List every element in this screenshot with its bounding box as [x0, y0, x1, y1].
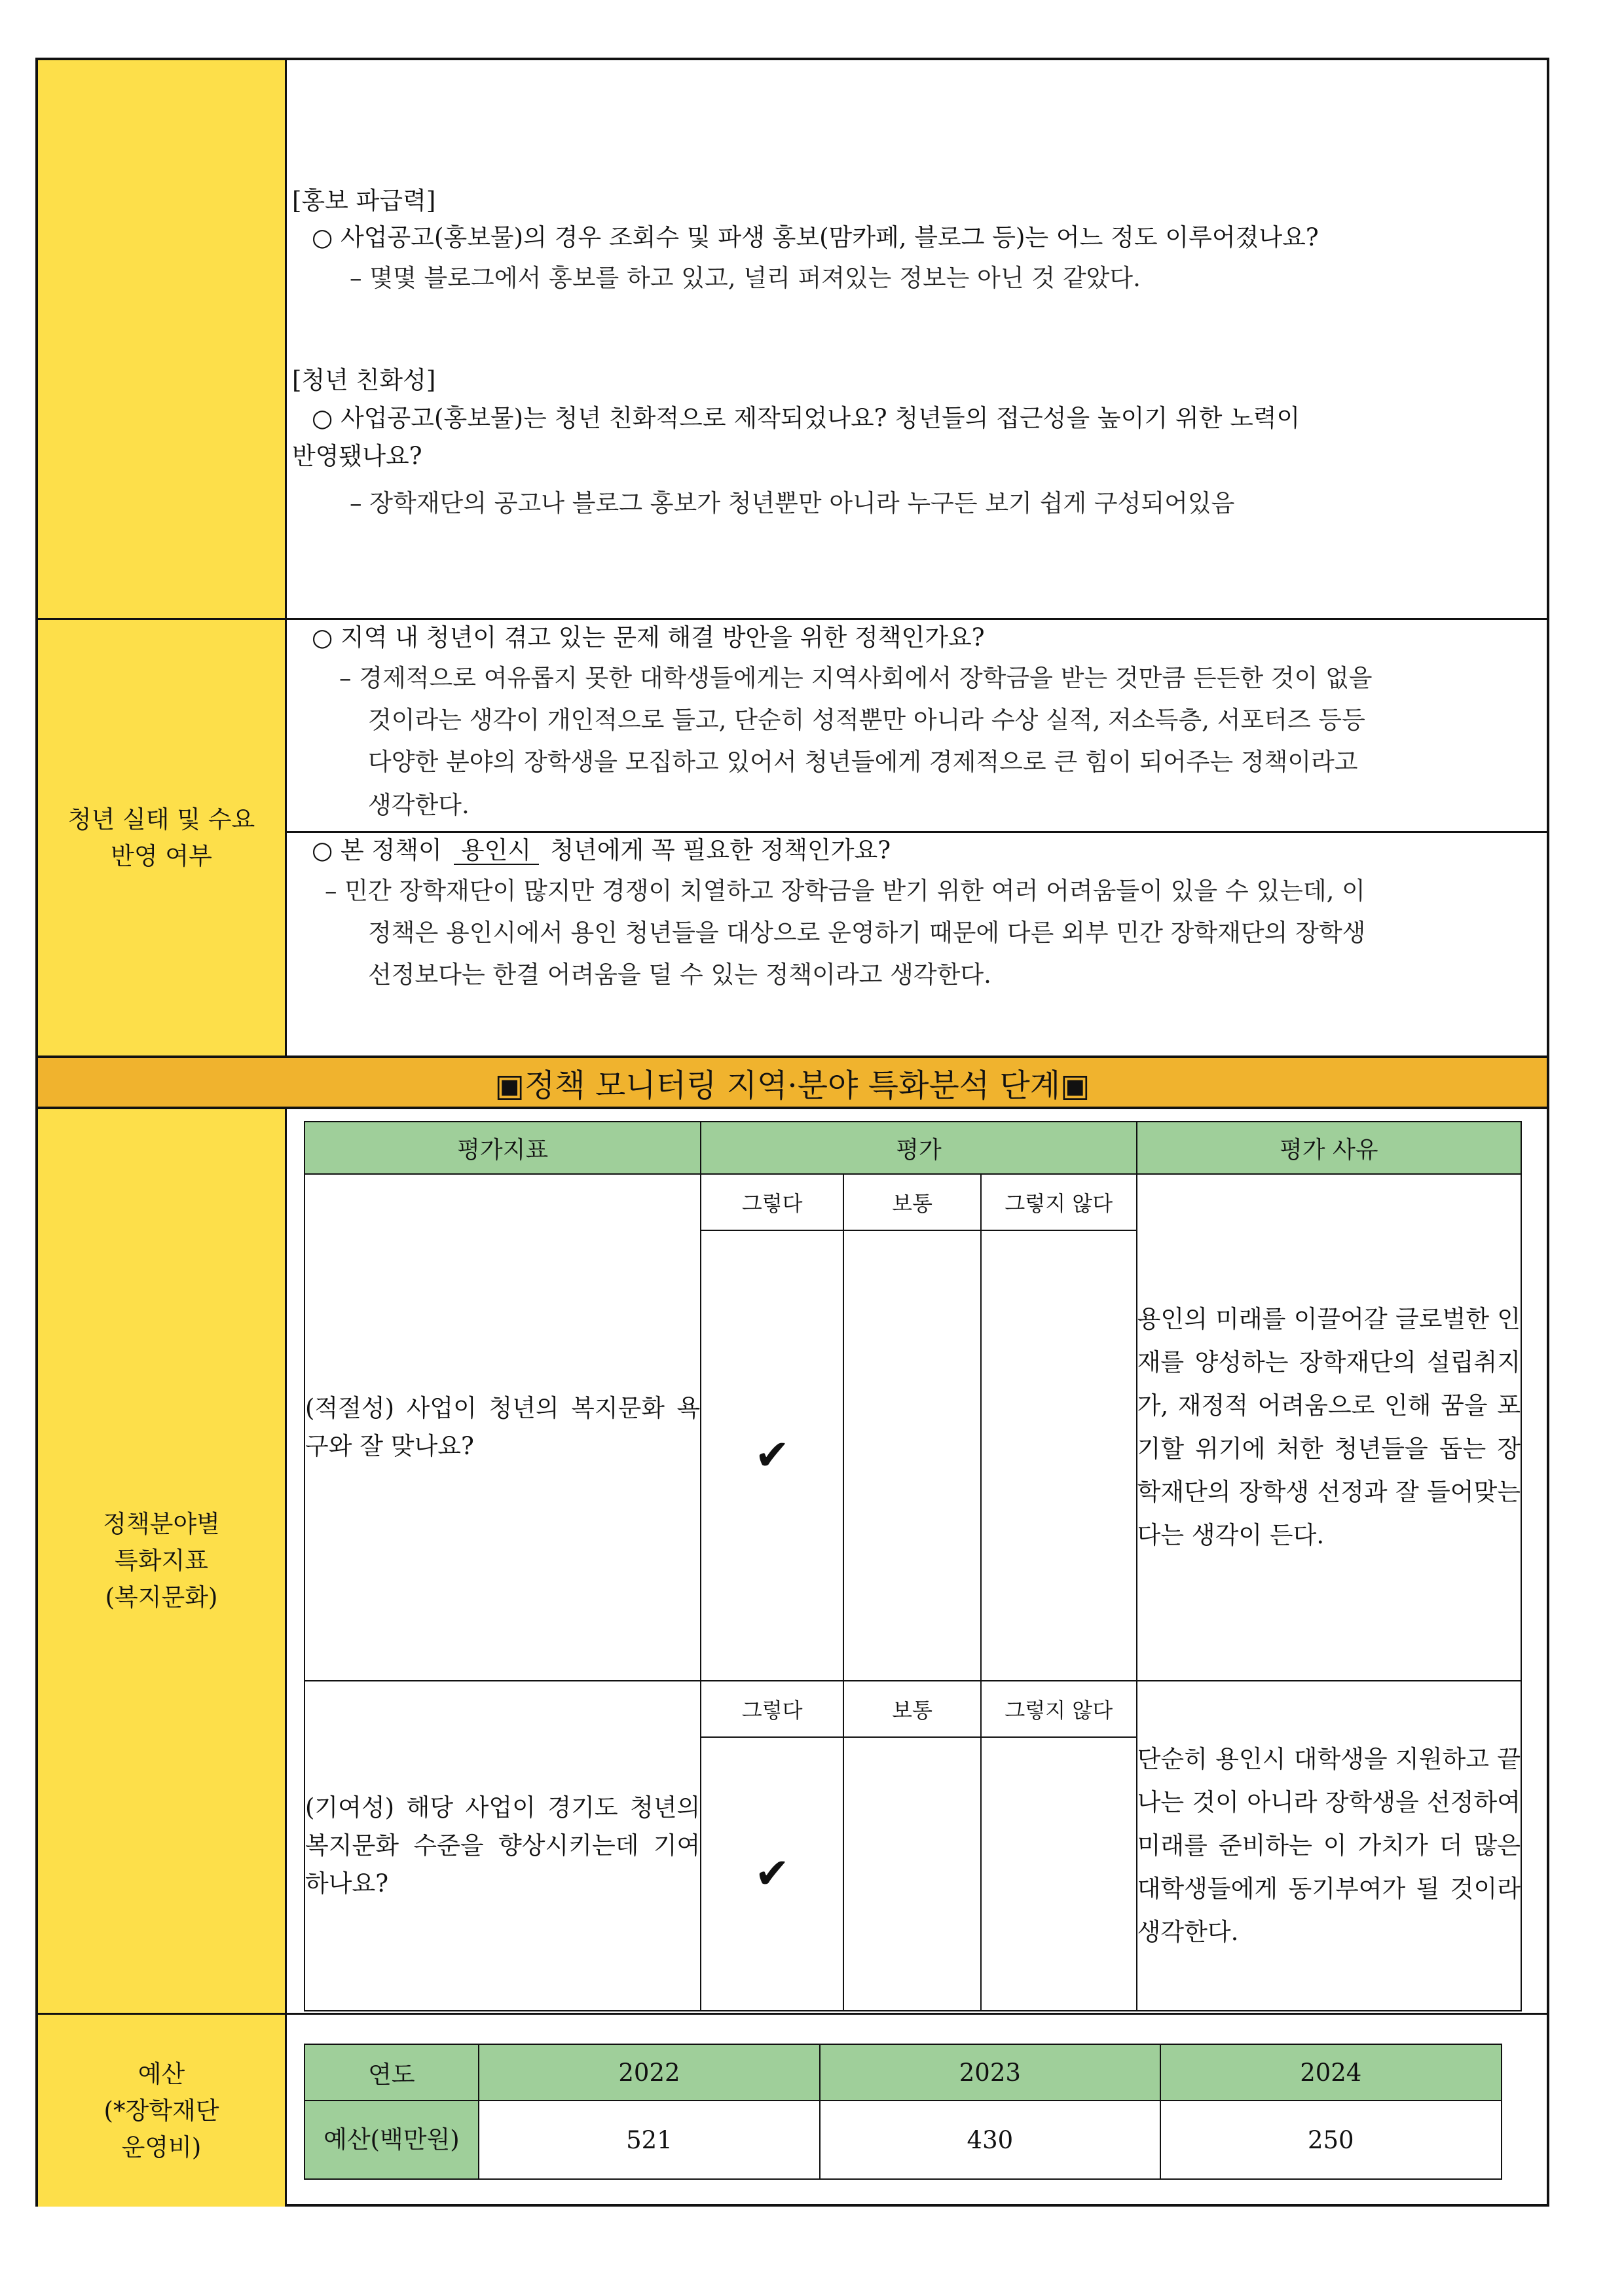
year-2023: 2023: [820, 2044, 1160, 2101]
youth-question-line1: ○ 사업공고(홍보물)는 청년 친화적으로 제작되었나요? 청년들의 접근성을 높이기 위한 노력이: [312, 404, 1301, 432]
specialized-label-line3: (복지문화): [105, 1583, 218, 1611]
q2-city: 용인시: [454, 837, 539, 865]
year-header: 연도: [304, 2044, 479, 2101]
document-frame: [35, 58, 1549, 2207]
option-no-2: 그렇지 않다: [981, 1681, 1137, 1737]
demand-answer-2-line3: 선정보다는 한결 어려움을 덜 수 있는 정책이라고 생각한다.: [368, 961, 991, 989]
budget-2024: 250: [1160, 2101, 1502, 2179]
demand-answer-1-line1: – 경제적으로 여유롭지 못한 대학생들에게는 지역사회에서 장학금을 받는 것만큼 든든한 것이 없을: [339, 664, 1373, 692]
demand-answer-1-line2: 것이라는 생각이 개인적으로 들고, 단순히 성적뿐만 아니라 수상 실적, 저소득층, 서포터즈 등등: [368, 706, 1365, 734]
indicator-cell-2: (기여성) 해당 사업이 경기도 청년의 복지문화 수준을 향상시키는데 기여하나요?: [304, 1681, 701, 2011]
budget-label-line1: 예산: [138, 2059, 185, 2088]
option-neutral-1: 보통: [843, 1174, 981, 1230]
promo-label-cell: [38, 60, 287, 618]
specialized-row: [38, 1109, 1547, 2013]
budget-label-cell: [38, 2015, 287, 2207]
budget-table: [304, 2044, 1502, 2180]
indicator-cell-1: (적절성) 사업이 청년의 복지문화 욕구와 잘 맞나요?: [304, 1174, 701, 1681]
indicator-header: 평가지표: [304, 1122, 701, 1174]
option-no-1: 그렇지 않다: [981, 1174, 1137, 1230]
option-neutral-2: 보통: [843, 1681, 981, 1737]
youth-title: [청년 친화성]: [292, 366, 436, 394]
promo-content: [287, 60, 1547, 618]
year-2022: 2022: [479, 2044, 820, 2101]
demand-label-line1: 청년 실태 및 수요: [67, 805, 255, 834]
budget-header: 예산(백만원): [304, 2101, 479, 2179]
demand-answer-2-line2: 정책은 용인시에서 용인 청년들을 대상으로 운영하기 때문에 다른 외부 민간 장학재단의 장학생: [368, 919, 1366, 947]
budget-row: [38, 2015, 1547, 2207]
section-title: ▣정책 모니터링 지역·분야 특화분석 단계▣: [38, 1056, 1547, 1109]
budget-label-line2: (*장학재단: [103, 2096, 219, 2125]
demand-label-line2: 반영 여부: [111, 841, 212, 870]
demand-label-cell: [38, 620, 287, 1056]
q2-prefix: ○ 본 정책이: [312, 836, 442, 864]
promo-row: [38, 60, 1547, 618]
check-neutral-1: [843, 1230, 981, 1681]
year-2024: 2024: [1160, 2044, 1502, 2101]
reason-cell-2: 단순히 용인시 대학생을 지원하고 끝나는 것이 아니라 장학생을 선정하여 미래를 준비하는 이 가치가 더 많은 대학생들에게 동기부여가 될 것이라 생각한다.: [1137, 1681, 1521, 2011]
check-no-1: [981, 1230, 1137, 1681]
q2-suffix: 청년에게 꼭 필요한 정책인가요?: [550, 836, 891, 864]
budget-2023: 430: [820, 2101, 1160, 2179]
reason-cell-1: 용인의 미래를 이끌어갈 글로벌한 인재를 양성하는 장학재단의 설립취지가, 재정적 어려움으로 인해 꿈을 포기할 위기에 처한 청년들을 돕는 장학재단의 장학생 선정과 잘 들어맞는다는 생각이 든다.: [1137, 1174, 1521, 1681]
evaluation-table: [304, 1121, 1522, 2011]
reach-answer: – 몇몇 블로그에서 홍보를 하고 있고, 널리 퍼져있는 정보는 아닌 것 같았다.: [350, 264, 1141, 292]
demand-answer-1-line4: 생각한다.: [368, 791, 470, 819]
evaluation-header: 평가: [701, 1122, 1136, 1174]
reach-question: ○ 사업공고(홍보물)의 경우 조회수 및 파생 홍보(맘카페, 블로그 등)는 어느 정도 이루어졌나요?: [312, 223, 1319, 251]
demand-answer-2-line1: – 민간 장학재단이 많지만 경쟁이 치열하고 장학금을 받기 위한 여러 어려움들이 있을 수 있는데, 이: [325, 877, 1365, 905]
specialized-label-line2: 특화지표: [115, 1547, 208, 1575]
budget-2022: 521: [479, 2101, 820, 2179]
reason-header: 평가 사유: [1137, 1122, 1521, 1174]
check-yes-1: ✔: [701, 1230, 843, 1681]
demand-question-2: [312, 834, 891, 867]
specialized-content: [287, 1109, 1547, 2013]
check-yes-2: ✔: [701, 1737, 843, 2011]
budget-content: [287, 2015, 1547, 2207]
demand-answer-1-line3: 다양한 분야의 장학생을 모집하고 있어서 청년들에게 경제적으로 큰 힘이 되어주는 정책이라고: [368, 748, 1358, 776]
check-neutral-2: [843, 1737, 981, 2011]
option-yes-1: 그렇다: [701, 1174, 843, 1230]
reach-title: [홍보 파급력]: [292, 187, 436, 215]
check-no-2: [981, 1737, 1137, 2011]
option-yes-2: 그렇다: [701, 1681, 843, 1737]
specialized-label-cell: [38, 1109, 287, 2013]
demand-content-2: [287, 833, 1547, 1056]
demand-question-1: ○ 지역 내 청년이 겪고 있는 문제 해결 방안을 위한 정책인가요?: [312, 623, 985, 652]
youth-question-line2: 반영됐나요?: [292, 442, 422, 470]
budget-label-line3: 운영비): [121, 2133, 202, 2161]
demand-row: [38, 620, 1547, 1056]
specialized-label-line1: 정책분야별: [103, 1510, 220, 1538]
youth-answer: – 장학재단의 공고나 블로그 홍보가 청년뿐만 아니라 누구든 보기 쉽게 구성되어있음: [350, 489, 1235, 517]
